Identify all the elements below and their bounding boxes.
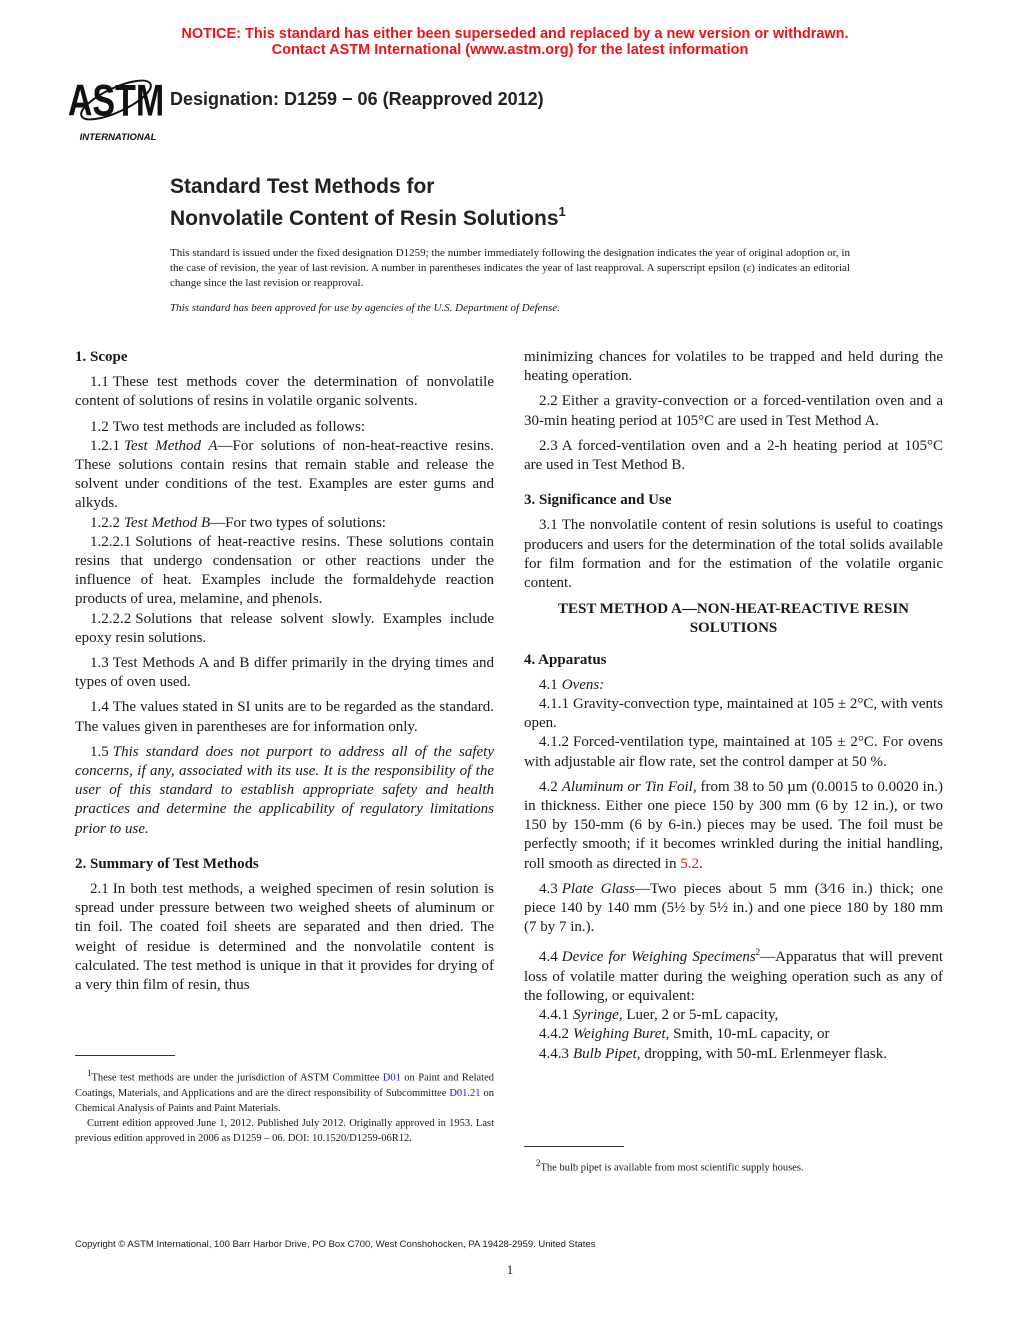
footnote-2-ref[interactable]: 2: [755, 947, 761, 958]
section-heading-apparatus: 4. Apparatus: [524, 651, 607, 668]
astm-logo: [67, 66, 165, 146]
para-4-4-1: 4.4.1 Syringe, Luer, 2 or 5-mL capacity,: [539, 1007, 779, 1024]
dod-approval: This standard has been approved for use by agencies of the U.S. Department of Defense.: [170, 302, 560, 314]
para-1-1: 1.1 These test methods cover the determination of nonvolatile content of solutions of resins in volatile organic solvents.: [75, 374, 494, 410]
footnote-2: $^2$The bulb pipet is available from most scientific supply houses.: [536, 1158, 804, 1174]
left-column: [75, 348, 494, 1001]
para-4-2: 4.2 Aluminum or Tin Foil, from 38 to 50 µm (0.0015 to 0.0020 in.) in thickness. Either one piece 150 by 300 mm (6 by 12 in.), or two 150 by 150-mm (6 by 6-in.) pieces may be used. The foil must be perfectly smooth; if it becomes wrinkled during the initial handling, roll smooth as directed in 5.2.: [524, 778, 943, 872]
para-2-1-continued: minimizing chances for volatiles to be trapped and held during the heating operation.: [524, 349, 943, 385]
document-title: [170, 174, 566, 231]
para-1-2: 1.2 Two test methods are included as follows:: [90, 418, 365, 435]
para-1-3: 1.3 Test Methods A and B differ primarily in the drying times and types of oven used.: [75, 655, 494, 691]
supersede-notice: [0, 26, 1020, 58]
footnote-divider-left: [75, 1055, 175, 1056]
right-column: [524, 348, 943, 1064]
para-4-1: 4.1 Ovens:: [539, 676, 605, 693]
page-number: 1: [506, 1262, 514, 1277]
para-2-3: 2.3 A forced-ventilation oven and a 2-h heating period at 105°C are used in Test Method B.: [524, 437, 943, 474]
notice-line-1: NOTICE: This standard has either been superseded and replaced by a new version or withdrawn.: [181, 26, 849, 42]
designation: Designation: D1259 − 06 (Reapproved 2012): [170, 89, 544, 109]
method-a-heading: TEST METHOD A—NON-HEAT-REACTIVE RESIN SOLUTIONS: [557, 601, 910, 637]
para-4-4-3: 4.4.3 Bulb Pipet, dropping, with 50-mL Erlenmeyer flask.: [539, 1045, 887, 1062]
title-line-1: Standard Test Methods for: [170, 175, 435, 198]
section-heading-summary: 2. Summary of Test Methods: [75, 855, 259, 872]
para-1-4: 1.4 The values stated in SI units are to be regarded as the standard. The values given in parentheses are for information only.: [75, 699, 494, 735]
para-1-2-2: 1.2.2 Test Method B—For two types of solutions:: [90, 514, 386, 531]
section-heading-significance: 3. Significance and Use: [524, 492, 672, 509]
edition-note: Current edition approved June 1, 2012. Published July 2012. Originally approved in 1953. Last previous edition approved in 2006 as D1259 – 06. DOI: 10.1520/D1259-06R12.: [75, 1117, 494, 1144]
para-4-4: 4.4 Device for Weighing Specimens$^2$—Apparatus that will prevent loss of volatile matter during the weighing operation such as any of the following, or equivalent:: [524, 947, 943, 1004]
notice-line-2: Contact ASTM International (www.astm.org) for the latest information: [271, 42, 749, 58]
para-4-1-2: 4.1.2 Forced-ventilation type, maintained at 105 ± 2°C. For ovens with adjustable air flow rate, set the control damper at 50 %.: [524, 734, 943, 770]
committee-d01-link[interactable]: D01: [382, 1072, 401, 1084]
title-footnote-ref[interactable]: 1: [558, 204, 566, 219]
para-3-1: 3.1 The nonvolatile content of resin solutions is useful to coatings producers and users for the determination of the total solids available for film formation and for the estimation of the volatile organic content.: [524, 517, 943, 592]
issuance-statement: This standard is issued under the fixed designation D1259; the number immediately following the designation indicates the year of original adoption or, in the case of revision, the year of last revision. A number in parentheses indicates the year of last reapproval. A superscript epsilon (ε) indicates an editorial change since the last revision or reapproval.: [170, 247, 850, 289]
para-1-2-2-2: 1.2.2.2 Solutions that release solvent slowly. Examples include epoxy resin solutions.: [75, 610, 494, 646]
para-1-2-2-1: 1.2.2.1 Solutions of heat-reactive resins. These solutions contain resins that undergo condensation or other reactions under the influence of heat. Examples include the formaldehyde reaction products of urea, melamine, and phenols.: [75, 533, 494, 608]
para-4-3: 4.3 Plate Glass—Two pieces about 5 mm (3⁄16 in.) thick; one piece 140 by 140 mm (5½ by 5½ in.) and one piece 180 by 180 mm (7 by 7 in.).: [524, 880, 943, 936]
section-5-2-link[interactable]: 5.2: [680, 855, 699, 872]
svg-text:ASTM: ASTM: [67, 76, 165, 126]
para-1-5: 1.5 This standard does not purport to address all of the safety concerns, if any, associated with its use. It is the responsibility of the user of this standard to establish appropriate safety and health practices and determine the applicability of regulatory limitations prior to use.: [75, 743, 494, 837]
section-heading-scope: 1. Scope: [75, 349, 128, 365]
title-line-2: Nonvolatile Content of Resin Solutions: [170, 207, 559, 230]
subcommittee-d01-21-link[interactable]: D01.21: [449, 1087, 481, 1099]
para-1-2-1: 1.2.1 Test Method A—For solutions of non-heat-reactive resins. These solutions contain resins that remain stable and release the solvent under conditions of the test. Examples are ester gums and alkyds.: [75, 437, 494, 512]
svg-text:INTERNATIONAL: INTERNATIONAL: [79, 132, 157, 143]
para-4-1-1: 4.1.1 Gravity-convection type, maintained at 105 ± 2°C, with vents open.: [524, 696, 943, 732]
para-4-4-2: 4.4.2 Weighing Buret, Smith, 10-mL capacity, or: [539, 1026, 830, 1043]
footnote-divider-right: [524, 1146, 624, 1147]
footnote-1: $^1$These test methods are under the jurisdiction of ASTM Committee D01 on Paint and Related Coatings, Materials, and Applications and are the direct responsibility of Subcommittee D01.21 on Chemical Analysis of Paints and Paint Materials. Current edition approved June 1, 2012. Published July 2012. Originally approved in 1953. Last previous edition approved in 2006 as D1259 – 06. DOI: 10.1520/D1259-06R12.: [75, 1068, 494, 1144]
copyright: Copyright © ASTM International, 100 Barr Harbor Drive, PO Box C700, West Conshohocken, PA 19428-2959. United States: [75, 1239, 596, 1250]
para-2-2: 2.2 Either a gravity-convection or a forced-ventilation oven and a 30-min heating period at 105°C are used in Test Method A.: [524, 393, 943, 429]
para-2-1: 2.1 In both test methods, a weighed specimen of resin solution is spread under pressure between two weighed sheets of aluminum or tin foil. The coated foil sheets are separated and then dried. The weight of residue is determined and the nonvolatile content is calculated. The test method is unique in that it provides for drying of a very thin film of resin, thus: [75, 881, 494, 994]
